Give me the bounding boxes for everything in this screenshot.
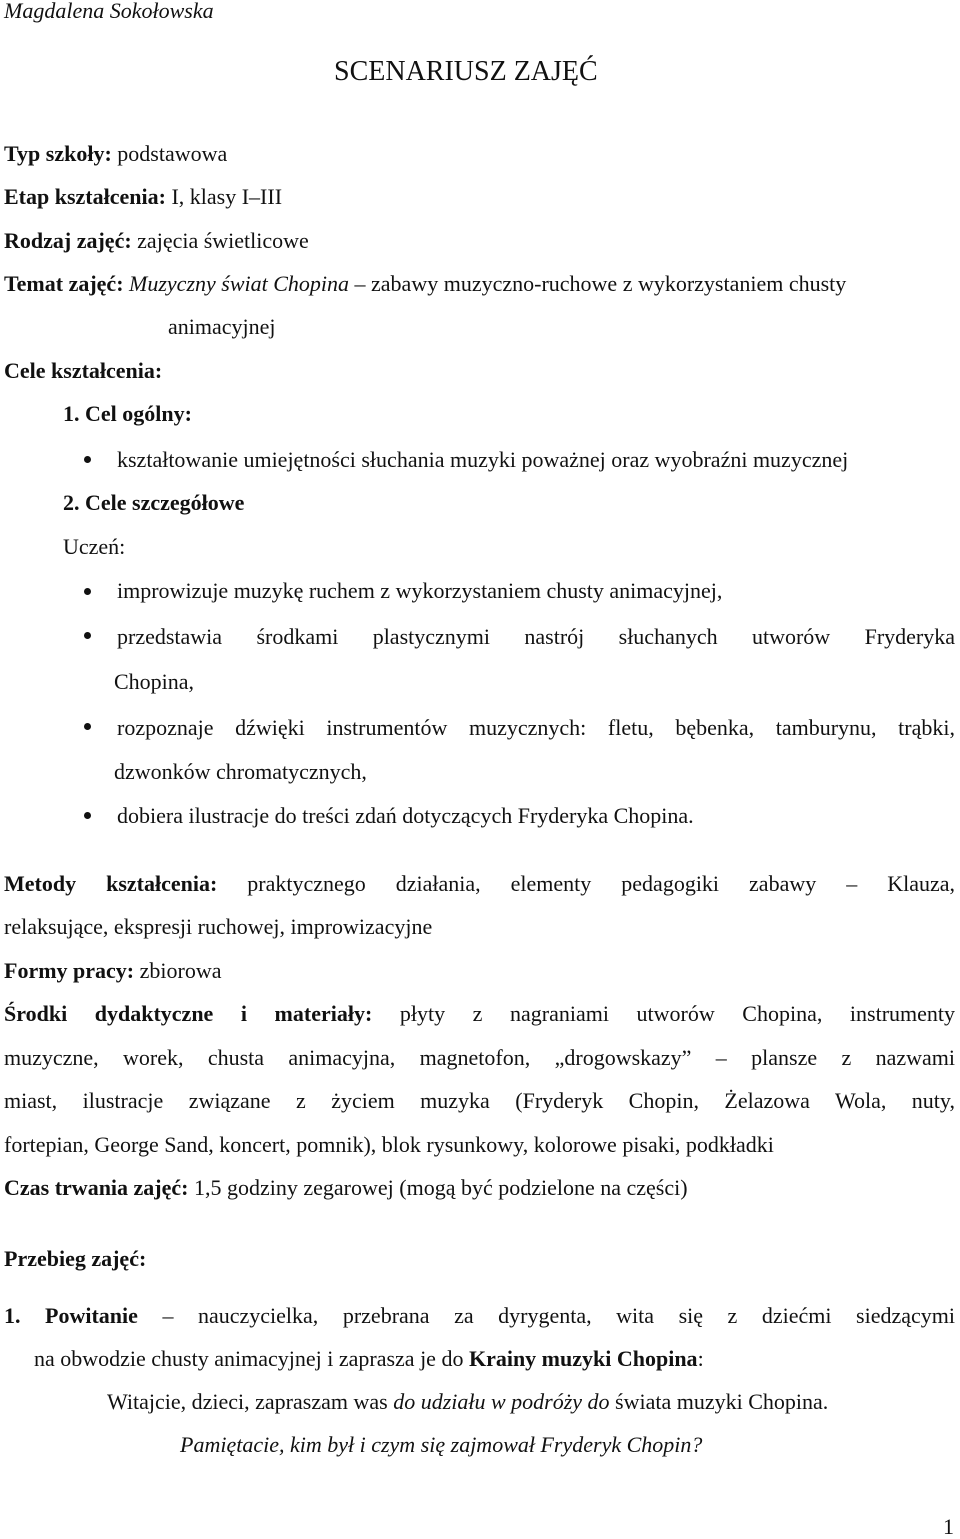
powitanie-line-1 [4,1305,955,1327]
list-item: rozpoznaje dźwięki instrumentów muzycznych: fletu, bębenka, tamburynu, trąbki, [117,715,955,740]
kraina-muzyki: Krainy muzyki Chopina [468,1346,698,1371]
czas-label: Czas trwania zajęć: [4,1175,189,1200]
formy-label: Formy pracy: [4,958,135,983]
powitanie-line-2 [34,1348,704,1370]
quote-line-1 [107,1391,828,1413]
czas-trwania [4,1177,688,1199]
cele-label [4,360,162,382]
przebieg-heading [4,1248,146,1270]
temat-rest: – zabawy muzyczno-ruchowe z wykorzystaniem chusty [349,271,847,296]
srodki-line-3: miast, ilustracje związane z życiem muzyka (Fryderyk Chopin, Żelazowa Wola, nuty, [4,1088,955,1113]
typ-szkoly-value: podstawowa [111,141,228,166]
temat-continuation: animacyjnej [168,314,276,339]
cel-ogolny-text: 1. Cel ogólny: [63,401,192,426]
bullet-icon [84,632,91,639]
uczen-label: Uczeń: [63,534,126,559]
typ-szkoly [4,143,227,165]
cele-label-text: Cele kształcenia: [4,358,163,383]
list-item: improwizuje muzykę ruchem z wykorzystaniem chusty animacyjnej, [117,578,723,603]
typ-szkoly-label: Typ szkoły: [4,141,112,166]
quote-1b: do udziału w podróży do [393,1389,610,1414]
temat-zajec [4,273,846,295]
cel-ogolny-heading [63,403,192,425]
czas-value: 1,5 godziny zegarowej (mogą być podzielone na części) [188,1175,688,1200]
powitanie-text-2: na obwodzie chusty animacyjnej i zaprasza je do [34,1346,469,1371]
metody-line-1 [4,873,955,895]
etap-value: I, klasy I–III [165,184,283,209]
cele-szczegolowe-text: 2. Cele szczegółowe [63,490,245,515]
etap-ksztalcenia [4,186,282,208]
list-item: dobiera ilustracje do treści zdań dotyczących Fryderyka Chopina. [117,803,694,828]
quote-line-2: Pamiętacie, kim był i czym się zajmował Fryderyk Chopin? [180,1432,703,1457]
powitanie-text: – nauczycielka, przebrana za dyrygenta, wita się z dziećmi siedzącymi [137,1303,955,1328]
srodki-line-1 [4,1003,955,1025]
page-number: 1 [943,1514,954,1539]
powitanie-label: 1. Powitanie [4,1303,138,1328]
rodzaj-zajec [4,230,309,252]
srodki-line-2: muzyczne, worek, chusta animacyjna, magnetofon, „drogowskazy” – plansze z nazwami [4,1045,955,1070]
metody-line-2: relaksujące, ekspresji ruchowej, improwizacyjne [4,914,433,939]
metody-label: Metody kształcenia: [4,871,218,896]
author-name: Magdalena Sokołowska [4,0,214,23]
list-item-continuation: Chopina, [114,669,195,694]
quote-1c: świata muzyki Chopina. [609,1389,829,1414]
bullet-icon [84,588,91,595]
przebieg-label: Przebieg zajęć: [4,1246,147,1271]
quote-1a: Witajcie, dzieci, zapraszam was [107,1389,394,1414]
bullet-icon [84,723,91,730]
srodki-value: płyty z nagraniami utworów Chopina, instrumenty [372,1001,956,1026]
formy-value: zbiorowa [134,958,222,983]
rodzaj-label: Rodzaj zajęć: [4,228,132,253]
temat-italic: Muzyczny świat Chopina [123,271,350,296]
formy-pracy [4,960,221,982]
document-title: SCENARIUSZ ZAJĘĆ [334,56,598,87]
metody-value: praktycznego działania, elementy pedagogiki zabawy – Klauza, [217,871,955,896]
rodzaj-value: zajęcia świetlicowe [131,228,309,253]
bullet-icon [84,812,91,819]
cele-szczegolowe-heading [63,492,244,514]
list-item-continuation: dzwonków chromatycznych, [114,759,367,784]
cel-ogolny-item: kształtowanie umiejętności słuchania muzyki poważnej oraz wyobraźni muzycznej [117,447,849,472]
srodki-line-4: fortepian, George Sand, koncert, pomnik), blok rysunkowy, kolorowe pisaki, podkładki [4,1132,774,1157]
powitanie-colon: : [697,1346,704,1371]
etap-label: Etap kształcenia: [4,184,166,209]
srodki-label: Środki dydaktyczne i materiały: [4,1001,373,1026]
list-item: przedstawia środkami plastycznymi nastrój słuchanych utworów Fryderyka [117,624,955,649]
temat-label: Temat zajęć: [4,271,124,296]
bullet-icon [84,456,91,463]
